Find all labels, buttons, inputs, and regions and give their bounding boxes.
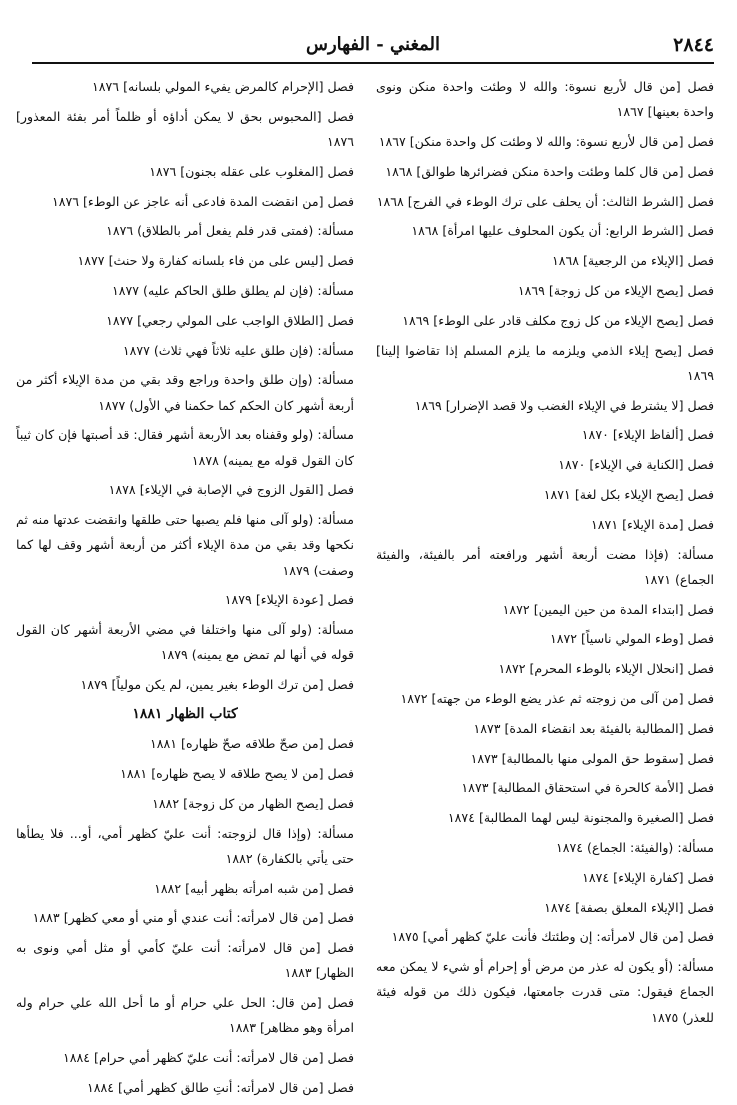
index-entry: فصل [الإيلاء المعلق بصفة] ١٨٧٤: [544, 899, 714, 915]
index-entry: فصل [ابتداء المدة من حين اليمين] ١٨٧٢: [502, 601, 714, 617]
index-entry: فصل [ألفاظ الإيلاء] ١٨٧٠: [581, 427, 714, 443]
index-entry: فصل [من قال كلما وطئت واحدة منكن فضرائرها طوالق] ١٨٦٨: [385, 163, 714, 179]
index-entry: فصل [يصح إيلاء الذمي ويلزمه ما يلزم المسلم إذا تقاضوا إلينا] ١٨٦٩: [376, 342, 714, 383]
index-entry: فصل [من قال لأربع نسوة: والله لا وطئت كل واحدة منكن] ١٨٦٧: [378, 134, 714, 149]
index-entry: فصل [من شبه امرأته بظهر أبيه] ١٨٨٢: [154, 880, 354, 896]
index-entry: فصل [من قال لامرأته: إن وطئتك فأنت عليّ كظهر أمي] ١٨٧٥: [391, 929, 714, 945]
index-entry: فصل [الشرط الثالث: أن يحلف على ترك الوطء في الفرج] ١٨٦٨: [376, 193, 714, 209]
index-entry: فصل [يصح الإيلاء بكل لغة] ١٨٧١: [543, 486, 714, 502]
index-entry: مسألة: (ولو آلى منها فلم يصبها حتى طلقها وانقضت عدتها منه ثم نكحها وقد بقي من مدة الإيلاء أكثر من أربعة أشهر وقف لها كما وصفت) ١٨٧٩: [16, 512, 354, 578]
index-entry: فصل [من قال لأربع نسوة: والله لا وطئت واحدة منكن ونوى واحدة بعينها] ١٨٦٧: [376, 79, 714, 120]
index-entry: فصل [من قال لامرأته: أنت عليّ كأمي أو مثل أمي ونوى به الظهار] ١٨٨٣: [16, 940, 354, 981]
index-entry: فصل [الأمة كالحرة في استحقاق المطالبة] ١٨٧٣: [461, 780, 714, 796]
page-header: [32, 32, 714, 62]
index-entry: فصل [عودة الإيلاء] ١٨٧٩: [224, 592, 354, 608]
index-entry: فصل [من لا يصح طلاقه لا يصح ظهاره] ١٨٨١: [120, 765, 354, 781]
index-column-right: [376, 74, 714, 1034]
index-entry: فصل [مدة الإيلاء] ١٨٧١: [591, 516, 714, 532]
index-entry: فصل [الصغيرة والمجنونة ليس لهما المطالبة] ١٨٧٤: [447, 810, 714, 826]
index-entry: فصل [من ترك الوطء بغير يمين، لم يكن مولياً] ١٨٧٩: [80, 677, 354, 693]
index-entry: فصل [من آلى من زوجته ثم عذر يضع الوطء من جهته] ١٨٧٢: [400, 690, 714, 706]
book-heading: كتاب الظهار ١٨٨١: [132, 705, 238, 722]
index-entry: فصل [من صحّ طلاقه صحّ ظهاره] ١٨٨١: [149, 736, 354, 752]
index-entry: مسألة: (ولو وقفناه بعد الأربعة أشهر فقال: قد أصبتها فإن كان ثيباً كان القول قوله مع يمينه) ١٨٧٨: [16, 427, 354, 468]
index-entry: فصل [من قال: الحل علي حرام أو ما أحل الله علي حرام وله امرأة وهو مظاهر] ١٨٨٣: [16, 995, 354, 1036]
index-entry: فصل [الإحرام كالمرض يفيء المولي بلسانه] ١٨٧٦: [92, 79, 354, 94]
index-entry: فصل [يصح الظهار من كل زوجة] ١٨٨٢: [152, 795, 354, 811]
index-entry: فصل [يصح الإيلاء من كل زوجة] ١٨٦٩: [517, 282, 714, 298]
index-entry: فصل [وطء المولي ناسياً] ١٨٧٢: [549, 631, 714, 647]
index-entry: فصل [الطلاق الواجب على المولي رجعي] ١٨٧٧: [106, 312, 354, 328]
index-entry: فصل [الشرط الرابع: أن يكون المحلوف عليها امرأة] ١٨٦٨: [411, 223, 714, 239]
index-entry: فصل [من قال لامرأته: أنت عندي أو مني أو معي كظهر] ١٨٨٣: [32, 910, 354, 926]
index-entry: مسألة: (وإذا قال لزوجته: أنت عليّ كظهر أمي، أو... فلا يطأها حتى يأتي بالكفارة) ١٨٨٢: [16, 825, 354, 866]
index-entry: مسألة: (أو يكون له عذر من مرض أو إحرام أو شيء لا يمكن معه الجماع فيقول: متى قدرت جامعتها، فيكون ذلك من قوله فيئة للعذر) ١٨٧٥: [376, 959, 714, 1025]
index-entry: فصل [المغلوب على عقله بجنون] ١٨٧٦: [149, 163, 354, 179]
index-entry: فصل [القول الزوج في الإصابة في الإيلاء] ١٨٧٨: [108, 482, 354, 498]
index-entry: فصل [سقوط حق المولى منها بالمطالبة] ١٨٧٣: [470, 750, 714, 766]
index-entry: مسألة: (فمتى قدر فلم يفعل أمر بالطلاق) ١٨٧٦: [106, 223, 354, 239]
page-number: ٢٨٤٤: [673, 34, 714, 56]
index-entry: فصل [ليس على من فاء بلسانه كفارة ولا حنث] ١٨٧٧: [77, 253, 354, 269]
index-column-left: [16, 74, 354, 1105]
index-entry: مسألة: (ولو آلى منها واختلفا في مضي الأربعة أشهر كان القول قوله في أنها لم تمض مع يمينه) ١٨٧٩: [16, 622, 354, 663]
index-entry: مسألة: (فإن طلق عليه ثلاثاً فهي ثلاث) ١٨٧٧: [122, 342, 354, 358]
index-entry: مسألة: (فإن لم يطلق طلق الحاكم عليه) ١٨٧٧: [111, 282, 354, 298]
index-entry: فصل [من انقضت المدة فادعى أنه عاجز عن الوطء] ١٨٧٦: [51, 193, 354, 209]
index-entry: مسألة: (فإذا مضت أربعة أشهر ورافعته أمر بالفيئة، والفيئة الجماع) ١٨٧١: [376, 546, 714, 587]
index-entry: مسألة: (والفيئة: الجماع) ١٨٧٤: [555, 839, 714, 855]
index-entry: فصل [الإيلاء من الرجعية] ١٨٦٨: [551, 253, 714, 269]
index-entry: فصل [يصح الإيلاء من كل زوج مكلف قادر على الوطء] ١٨٦٩: [402, 312, 714, 328]
index-entry: فصل [المطالبة بالفيئة بعد انقضاء المدة] ١٨٧٣: [473, 720, 714, 736]
header-rule: [32, 62, 714, 64]
index-entry: فصل [من قال لامرأته: أنتِ طالق كظهر أمي] ١٨٨٤: [86, 1079, 354, 1095]
index-entry: فصل [كفارة الإيلاء] ١٨٧٤: [582, 869, 714, 885]
running-title: المغني - الفهارس: [305, 34, 441, 55]
index-entry: مسألة: (وإن طلق واحدة وراجع وقد بقي من مدة الإيلاء أكثر من أربعة أشهر كان الحكم كما حكمنا في الأول) ١٨٧٧: [16, 372, 354, 413]
index-entry: فصل [لا يشترط في الإيلاء الغضب ولا قصد الإضرار] ١٨٦٩: [414, 397, 714, 413]
index-entry: فصل [الكناية في الإيلاء] ١٨٧٠: [558, 457, 714, 473]
index-entry: فصل [المحبوس بحق لا يمكن أداؤه أو ظلماً أمر بفئة المعذور] ١٨٧٦: [16, 108, 354, 149]
index-entry: فصل [من قال لامرأته: أنت عليّ كظهر أمي حرام] ١٨٨٤: [62, 1050, 354, 1066]
index-entry: فصل [انحلال الإيلاء بالوطء المحرم] ١٨٧٢: [498, 661, 714, 677]
